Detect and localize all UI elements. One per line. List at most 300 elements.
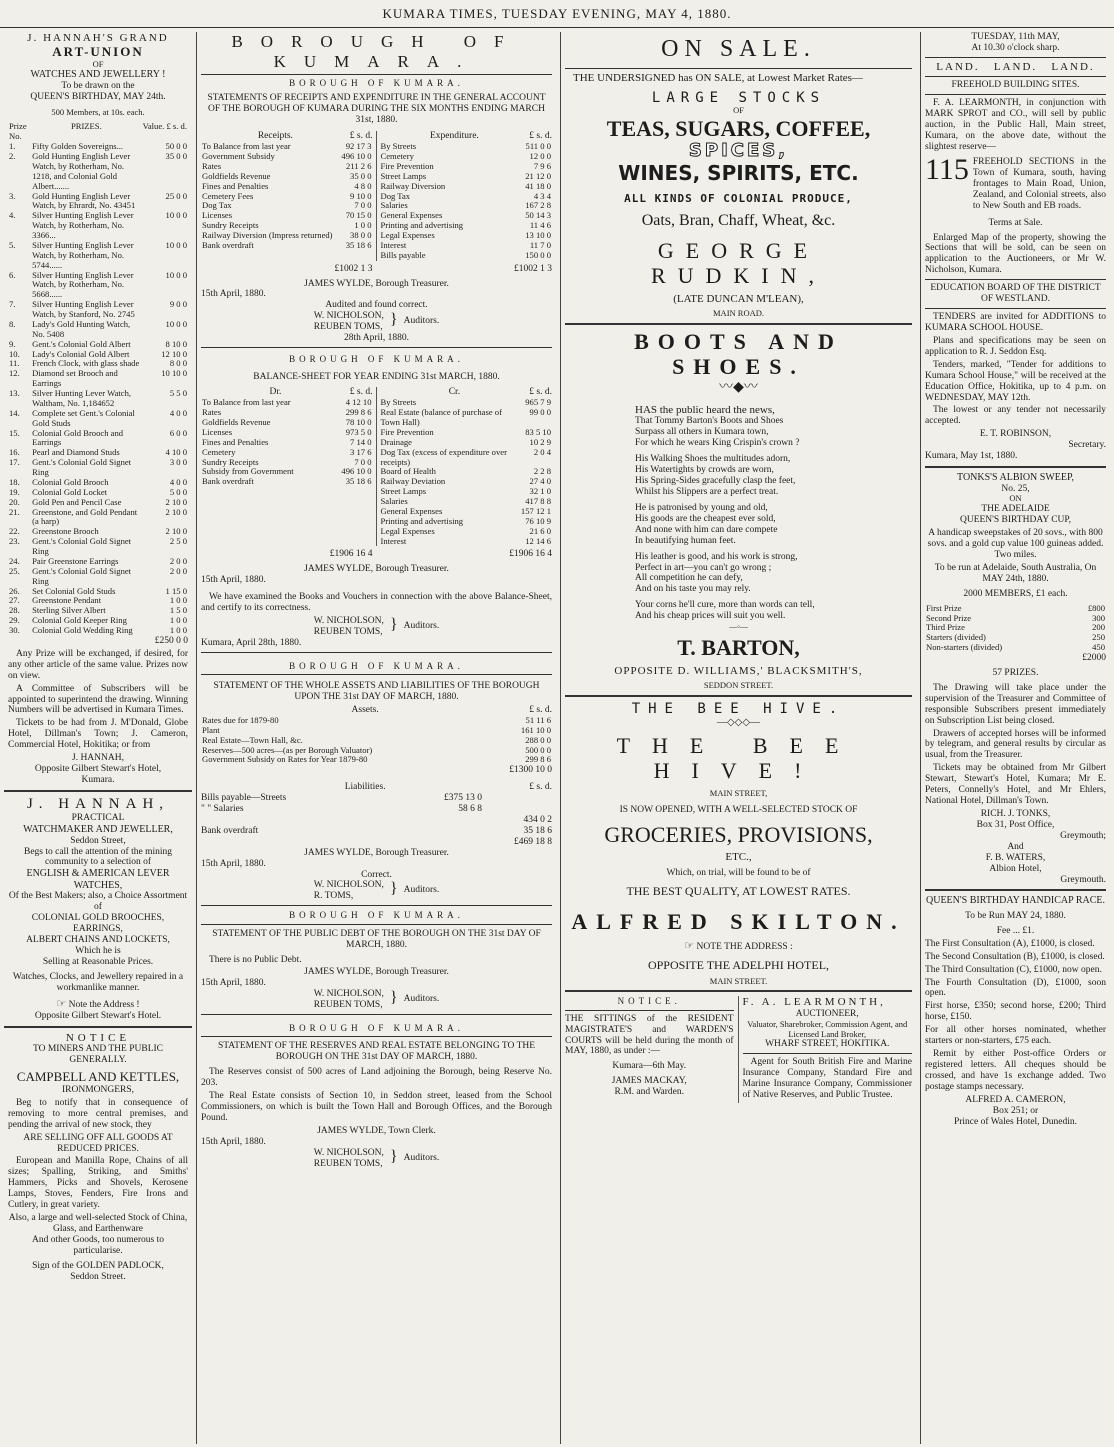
column-1 xyxy=(4,32,192,1444)
s2-cr-row-label: By Streets xyxy=(380,397,417,408)
column-2: BOROUGH OF KUMARA. BOROUGH OF KUMARA. STATEMENTS OF RECEIPTS AND EXPENDITURE IN THE GENERAL ACCOUNT OF THE BOROUGH OF KUMARA DURING THE SIX MONTHS ENDING MARCH 31st, 1880. Receipts. £ s. d. To Balance from last year 92 17 3 Government Subsidy 496 10 0 Rates 211 2 6 Goldfields Revenue 35 0 0 Fines and Penalties 4 8 0 Cemetery Fees 9 10 0 Dog Tax 7 0 0 Licenses 70 15 0 Sundry Receipts 1 0 0 Railway Diversion (Impress returned) 38 0 0 Bank overdraft 35 18 6 Expenditure. £ s. d. By Streets 511 0 0 Cemetery 12 0 0 Fire Prevention 7 9 6 Street Lamps 21 12 0 Railway Diversion 41 18 0 Dog Tax 4 3 4 Salaries 167 2 8 General Expenses 50 14 3 Printing and advertising 11 4 6 Legal Expenses 13 10 0 Interest 11 7 0 Bills payable 150 0 0 £1002 1 3 £1002 1 3 JAMES WYLDE, Borough Treasurer. 15th April, 1880. Audited and found correct. W. NICHOLSON, REUBEN TOMS, } Auditors. 28th April, 1880. BOROUGH OF KUMARA. BALANCE-SHEET FOR YEAR ENDING 31st MARCH, 1880. Dr. £ s. d. To Balance from last year 4 12 10 Rates 299 8 6 Goldfields Revenue 78 10 0 Licenses 973 5 0 Fines and Penalties 7 14 0 Cemetery 3 17 6 Sundry Receipts 7 0 0 Subsidy from Government 496 10 0 Bank overdraft 35 18 6 Cr. £ s. d. By Streets 965 7 9 Real Estate (balance of purchase of Town Hall) 99 0 0 Fire Prevention 83 5 10 Drainage 10 2 9 Dog Tax (excess of expenditure over receipts) 2 0 4 Board of Health 2 2 8 Railway Deviation 27 4 0 Street Lamps 32 1 0 Salaries 417 8 8 General Expenses 157 12 1 Printing and advertising 76 10 9 Legal Expenses 21 6 0 Interest 12 14 6 £1906 16 4 £1906 16 4 JAMES WYLDE, Borough Treasurer. 15th April, 1880. We have examined the Books and Vouchers in connection with the above Balance-Sheet, and certify to its correctness. W. NICHOLSON, REUBEN TOMS, } Auditors. Kumara, April 28th, 1880. BOROUGH OF KUMARA. STATEMENT OF THE WHOLE ASSETS AND LIABILITIES OF THE BOROUGH UPON THE 31st DAY OF MARCH, 1880. Assets. £ s. d. Rates due for 1879-80 51 11 6 Plant 161 10 0 Real Estate—Town Hall, &c. 288 0 0 Reserves—500 acres—(as per Borough Valuator) 500 0 0 Government Subsidy on Rates for Year 1879-80 299 8 6 £1300 10 0 Liabilities. £ s. d. Bills payable—Streets £375 13 0 " " Salaries 58 6 8 434 0 2 Bank overdraft 35 18 6 £469 18 8 JAMES WYLDE, Borough Treasurer. 15th April, 1880. Correct. W. NICHOLSON, R. TOMS, } Auditors. BOROUGH OF KUMARA. STATEMENT OF THE PUBLIC DEBT OF THE BOROUGH ON THE 31st DAY OF MARCH, 1880. There is no Public Debt. JAMES WYLDE, Borough Treasurer. 15th April, 1880. W. NICHOLSON, REUBEN TOMS, } Auditors. BOROUGH OF KUMARA. STATEMENT OF THE RESERVES AND REAL ESTATE BELONGING TO THE BOROUGH ON THE 31st DAY OF MARCH, 1880. The Reserves consist of 500 acres of Land adjoining the Borough, being Reserve No. 203. The Real Estate consists of Section 10, in Seddon street, leased from the School Commissioners, on which is built the Town Hall and Borough Offices, and the Borough Pound. JAMES WYLDE, Town Clerk. 15th April, 1880. W. NICHOLSON, REUBEN TOMS, } Auditors. xyxy=(196,32,556,1444)
s2-dr-row-label: Rates xyxy=(202,407,222,418)
prize-value: 2 10 0 xyxy=(165,496,187,507)
s3-asset-row-amount: 288 0 0 xyxy=(525,734,551,745)
poem-line: And his cheap prices will suit you well. xyxy=(635,611,786,622)
auction-p2: FREEHOLD SECTIONS in the Town of Kumara, south, having frontages to Main Road, Union, Zealand, and Colonial streets, also to New South and EB roads. xyxy=(972,157,1106,211)
s1-expend-row-label: Salaries xyxy=(380,200,408,211)
s1-expend-row-label: Dog Tax xyxy=(380,190,411,201)
poem-line: His goods are the cheapest ever sold, xyxy=(635,513,776,524)
auction-p1: F. A. LEARMONTH, in conjunction with MARK SPROT and CO., will sell by public auction, in the Public Hall, Main street, Kumara, on the above date, without the slightest reserve— xyxy=(925,98,1106,153)
s1-total-l: £1002 1 3 xyxy=(334,263,373,274)
prize-row xyxy=(8,192,188,212)
prize-no: 12. xyxy=(9,368,20,379)
art-union-title: ART-UNION xyxy=(52,43,144,59)
s3-head: STATEMENT OF THE WHOLE ASSETS AND LIABILITIES OF THE BOROUGH UPON THE 31st DAY OF MARCH, 1880. xyxy=(213,681,540,703)
s2-cr-row-label: Dog Tax (excess of expenditure over receipts) xyxy=(380,446,507,467)
hannah-t13: Opposite Gilbert Stewart's Hotel. xyxy=(34,1010,162,1021)
poem-line: Surpass all others in Kumara town, xyxy=(635,427,769,438)
s2-dr-row-label: Bank overdraft xyxy=(202,476,254,487)
prize-row xyxy=(8,241,188,271)
prize-value: 4 0 0 xyxy=(169,476,187,487)
prize-row xyxy=(8,508,188,528)
prize-no: 14. xyxy=(9,407,20,418)
poem-line: His Walking Shoes the multitudes adorn, xyxy=(635,454,791,465)
prize-desc: Silver Hunting English Lever Watch, by Rotherham, No. 3366... xyxy=(32,210,134,241)
prize-value: 2 10 0 xyxy=(165,526,187,537)
prize-row xyxy=(8,389,188,409)
s5-p1: The Reserves consist of 500 acres of Land adjoining the Borough, being Reserve No. 203. xyxy=(201,1067,552,1089)
prize-value: 4 10 0 xyxy=(165,447,187,458)
s1-expend-row-amount: 7 9 6 xyxy=(533,160,551,171)
campbell-p2: ARE SELLING OFF ALL GOODS AT REDUCED PRICES. xyxy=(23,1132,173,1154)
barton-opp: OPPOSITE D. WILLIAMS,' BLACKSMITH'S, xyxy=(614,664,863,677)
s3-asset-row xyxy=(201,716,552,726)
s1-receipt-row-label: Goldfields Revenue xyxy=(202,170,271,181)
hannah-t11: Watches, Clocks, and Jewellery repaired in a workmanlike manner. xyxy=(12,971,184,993)
court-notice-p: THE SITTINGS of the RESIDENT MAGISTRATE'S and WARDEN'S COURTS will be held during the month of MAY, 1880, as under :— xyxy=(565,1013,734,1057)
prize-desc: Colonial Gold Locket xyxy=(32,486,108,497)
s1-expend-row-label: Railway Diversion xyxy=(380,180,446,191)
s4-sub: BOROUGH OF KUMARA. xyxy=(289,910,464,921)
column-4 xyxy=(920,32,1110,1444)
spices-line: SPICES, xyxy=(688,140,789,162)
prize-no: 22. xyxy=(9,526,20,537)
s1-expend-row-label: Legal Expenses xyxy=(380,230,435,240)
edu-s1: E. T. ROBINSON, xyxy=(979,429,1052,440)
hannah-t10: Selling at Reasonable Prices. xyxy=(42,956,154,967)
s2-money-r: £ s. d. xyxy=(529,387,552,398)
rudkin-name: GEORGE RUDKIN, xyxy=(650,238,827,289)
ornament-beehive-icon: —◇◇◇— xyxy=(716,717,761,729)
tonks-prize-row-amount: £800 xyxy=(1087,602,1105,613)
queens-c6: For all other horses nominated, whether starters or non-starters, £75 each. xyxy=(925,1025,1106,1047)
prize-desc: Greenstone Pendant xyxy=(32,595,102,606)
tonks-p4: Drawers of accepted horses will be informed by telegram, and general results by circular as usual, from the Treasurer. xyxy=(925,728,1106,761)
tonks-prize-row-label: First Prize xyxy=(926,602,962,613)
campbell-h2: TO MINERS AND THE PUBLIC GENERALLY. xyxy=(32,1044,164,1066)
s3-l2: " " Salaries xyxy=(201,804,244,815)
value-header: Value. £ s. d. xyxy=(142,121,187,132)
s5-sub: BOROUGH OF KUMARA. xyxy=(289,1023,464,1034)
tonks-prize-row-amount: 200 xyxy=(1092,622,1105,633)
s2-dr-row-label: To Balance from last year xyxy=(202,397,291,408)
s4-date: 15th April, 1880. xyxy=(201,978,266,989)
s2-date: 15th April, 1880. xyxy=(201,575,266,586)
s2-dr-row-amount: 35 18 6 xyxy=(345,476,372,487)
s2-cr-row-label: General Expenses xyxy=(380,505,443,516)
prize-desc: French Clock, with glass shade xyxy=(32,358,140,369)
queens-run: To be Run MAY 24, 1880. xyxy=(965,910,1066,921)
lear-t4: WHARF STREET, HOKITIKA. xyxy=(765,1039,890,1050)
tonks-cup2: QUEEN'S BIRTHDAY CUP, xyxy=(959,515,1072,526)
s2-cr-row-amount: 965 7 9 xyxy=(525,397,551,408)
prize-row xyxy=(8,271,188,301)
tonks-no: No. 25, xyxy=(1001,483,1030,494)
campbell-p6: Sign of the GOLDEN PADLOCK, xyxy=(32,1260,164,1271)
s2-cr-row-label: Railway Deviation xyxy=(380,476,446,487)
queens-c2: The Second Consultation (B), £1000, is closed. xyxy=(925,951,1105,962)
prize-desc: Silver Hunting Lever Watch, Waltham, No. 1,184652 xyxy=(32,388,132,408)
s2-cr-row xyxy=(380,448,553,468)
prize-value: 2 0 0 xyxy=(169,565,187,576)
s2-dr-row-amount: 299 8 6 xyxy=(345,407,372,418)
prize-no: 6. xyxy=(9,269,16,280)
land-heading: LAND. LAND. LAND. xyxy=(936,60,1095,73)
beehive-etc: ETC., xyxy=(725,851,752,864)
prize-value: 4 0 0 xyxy=(169,407,187,418)
s1-receipt-row xyxy=(201,241,373,251)
s1-audited: Audited and found correct. xyxy=(325,300,428,311)
s1-expend-row-label: Bills payable xyxy=(380,249,426,260)
s1-expend-row-amount: 4 3 4 xyxy=(533,190,551,201)
s2-dr-row-label: Subsidy from Government xyxy=(202,466,294,477)
skilton-adelphi: OPPOSITE THE ADELPHI HOTEL, xyxy=(647,957,830,972)
queens-fee: Fee ... £1. xyxy=(996,925,1035,936)
hannah-t12: Note the Address ! xyxy=(68,999,140,1010)
prize-desc: Lady's Gold Hunting Watch, No. 5408 xyxy=(32,318,131,339)
art-union-members: 500 Members, at 10s. each. xyxy=(51,106,145,117)
tonks-prize-row-amount: 450 xyxy=(1092,642,1105,653)
bottom-ads xyxy=(565,996,912,1103)
s1-receipt-row-label: Rates xyxy=(202,160,222,171)
poem-line: All competition he can defy, xyxy=(635,573,743,584)
s3-l1v: £375 13 0 xyxy=(444,793,482,804)
s3-l4: Bank overdraft xyxy=(201,825,259,836)
queens-heading: QUEEN'S BIRTHDAY HANDICAP RACE. xyxy=(926,895,1105,907)
prize-no: 9. xyxy=(9,338,16,349)
tonks-prize-row-amount: 300 xyxy=(1092,612,1105,623)
s2-cr-row-label: Board of Health xyxy=(380,466,436,477)
s1-expend-row-amount: 511 0 0 xyxy=(525,141,551,152)
s1-auditor1: W. NICHOLSON, xyxy=(313,311,384,322)
auction-date: TUESDAY, 11th MAY, xyxy=(971,32,1060,42)
prize-desc: Gent.'s Colonial Gold Signet Ring xyxy=(32,536,132,557)
prize-desc: Colonial Gold Wedding Ring xyxy=(32,625,133,636)
learmonth-ad xyxy=(739,996,913,1103)
edu-p2: Plans and specifications may be seen on application to R. J. Seddon Esq. xyxy=(925,335,1106,357)
s4-p: There is no Public Debt. xyxy=(209,954,302,965)
s1-expend-row-label: General Expenses xyxy=(380,210,443,221)
s1-expend-row-amount: 13 10 0 xyxy=(525,230,551,240)
prize-value: 5 0 0 xyxy=(169,486,187,497)
prize-value: 10 0 0 xyxy=(165,318,187,329)
s3-liab-header: Liabilities. xyxy=(344,782,386,793)
tonks-cup1: THE ADELAIDE xyxy=(981,504,1050,515)
lear-t1: AUCTIONEER, xyxy=(795,1008,859,1019)
borough-title: BOROUGH OF KUMARA. xyxy=(231,32,522,71)
s1-receipts-header: Receipts. xyxy=(257,131,293,142)
beehive-heading: THE BEE HIVE. xyxy=(631,701,846,717)
prize-desc: Gold Pen and Pencil Case xyxy=(32,496,122,507)
s1-receipt-row-amount: 211 2 6 xyxy=(346,160,372,171)
prize-desc: Fifty Golden Sovereigns... xyxy=(32,141,124,152)
s1-receipt-row-amount: 38 0 0 xyxy=(350,230,372,240)
queens-c5: First horse, £350; second horse, £200; Third horse, £150. xyxy=(925,1001,1106,1023)
s3-l3v: 434 0 2 xyxy=(523,814,552,825)
pointing-hand-icon: ☞ xyxy=(56,997,67,1010)
s5-clerk: JAMES WYLDE, Town Clerk. xyxy=(317,1125,436,1136)
s1-money-r: £ s. d. xyxy=(529,131,552,142)
prize-value: 10 0 0 xyxy=(165,269,187,280)
s2-cr-header: Cr. xyxy=(448,387,461,398)
s1-expend-row-label: Street Lamps xyxy=(380,170,427,181)
prize-no: 24. xyxy=(9,555,20,566)
s1-expend-row-amount: 11 7 0 xyxy=(529,239,551,250)
on-sale-title: ON SALE. xyxy=(661,36,816,62)
prize-no: 26. xyxy=(9,585,20,596)
s1-receipt-row-label: Government Subsidy xyxy=(202,151,275,161)
prize-value: 10 0 0 xyxy=(165,239,187,250)
s2-cr-row-amount: 417 8 8 xyxy=(525,496,551,507)
s1-receipt-row-amount: 70 15 0 xyxy=(345,210,372,221)
edu-heading: EDUCATION BOARD OF THE DISTRICT OF WESTLAND. xyxy=(930,283,1101,305)
prize-value: 10 10 0 xyxy=(161,368,187,379)
prize-desc: Gold Hunting English Lever Watch, by Ehrardt, No. 43451 xyxy=(32,190,136,211)
campbell-p7: Seddon Street. xyxy=(70,1271,126,1282)
art-union-watches: WATCHES AND JEWELLERY ! xyxy=(30,69,166,81)
s2-cr-row-label: Street Lamps xyxy=(380,486,427,497)
prize-table xyxy=(8,122,188,636)
s2-auditors-label: Auditors. xyxy=(403,621,440,631)
s5-auditor1: W. NICHOLSON, xyxy=(313,1147,384,1158)
s2-dr-row xyxy=(201,477,373,487)
prize-value: 2 0 0 xyxy=(169,555,187,566)
s5-date: 15th April, 1880. xyxy=(201,1136,266,1147)
poem-line: His leather is good, and his work is strong, xyxy=(635,551,798,562)
poem-line: Your corns he'll cure, more than words can tell, xyxy=(635,600,815,611)
prize-value: 12 10 0 xyxy=(161,348,187,359)
colonial-produce: ALL KINDS OF COLONIAL PRODUCE, xyxy=(624,192,853,206)
poem-line: Perfect in art—you can't go wrong ; xyxy=(635,562,772,573)
s2-auditor1: W. NICHOLSON, xyxy=(313,616,384,626)
edu-p4: The lowest or any tender not necessarily accepted. xyxy=(925,405,1106,427)
prize-no: 19. xyxy=(9,486,20,497)
prize-no: 11. xyxy=(9,358,20,369)
tonks-on: ON xyxy=(1009,493,1022,504)
tonks-s3: Greymouth; xyxy=(1060,830,1106,841)
s1-accounts xyxy=(201,131,552,260)
s1-expend-row-amount: 11 4 6 xyxy=(529,220,551,231)
prize-row xyxy=(8,409,188,429)
s2-dr-row-amount: 3 17 6 xyxy=(350,446,372,457)
s1-total-r: £1002 1 3 xyxy=(514,263,552,274)
s3-asset-row-amount: 299 8 6 xyxy=(525,754,551,765)
prize-desc: Gent.'s Colonial Gold Signet Ring xyxy=(32,565,132,586)
s1-auditors-label: Auditors. xyxy=(403,316,440,327)
s1-auditor2: REUBEN TOMS, xyxy=(313,322,383,333)
beehive-opened: IS NOW OPENED, WITH A WELL-SELECTED STOCK OF xyxy=(619,804,858,815)
pointing-hand-icon: ☞ xyxy=(684,939,695,952)
s2-cr-row-amount: 10 2 9 xyxy=(529,436,551,447)
art-union-sig3: Kumara. xyxy=(81,775,115,786)
prize-desc: Pair Greenstone Earrings xyxy=(32,555,119,566)
s1-receipt-row-label: Railway Diversion (Impress returned) xyxy=(202,230,333,240)
s4-auditor2: REUBEN TOMS, xyxy=(313,1000,383,1011)
s2-dr-header: Dr. xyxy=(269,387,282,398)
campbell-p1: Beg to notify that in consequence of removing to more central premises, and pending the arrival of new stock, they xyxy=(8,1097,188,1130)
tonks-and: And xyxy=(1007,841,1024,852)
prize-row xyxy=(8,537,188,557)
s1-audit-date: 28th April, 1880. xyxy=(344,333,409,344)
court-notice-date: Kumara—6th May. xyxy=(612,1061,687,1072)
prize-value: 9 0 0 xyxy=(169,299,187,310)
s3-money: £ s. d. xyxy=(529,704,552,715)
s3-l2v: 58 6 8 xyxy=(458,804,482,815)
s1-date: 15th April, 1880. xyxy=(201,289,266,300)
s2-money-l: £ s. d. xyxy=(349,387,373,398)
prize-total: £250 0 0 xyxy=(154,635,188,646)
tonks-p3: The Drawing will take place under the supervision of the Treasurer and Committee of responsible Subscribers present immediately on Subscription List being closed. xyxy=(925,682,1106,726)
s1-receipt-row-amount: 496 10 0 xyxy=(341,151,372,161)
s2-cr-row xyxy=(380,537,553,547)
tonks-total: £2000 xyxy=(1082,653,1106,663)
s4-head: STATEMENT OF THE PUBLIC DEBT OF THE BOROUGH ON THE 31st DAY OF MARCH, 1880. xyxy=(212,928,541,950)
groceries-line: GROCERIES, PROVISIONS, xyxy=(604,821,873,847)
s3-l4v: 35 18 6 xyxy=(523,825,552,836)
barton-name: T. BARTON, xyxy=(677,635,800,661)
prize-no: 20. xyxy=(9,496,20,507)
prize-no: 2. xyxy=(9,151,16,162)
s1-receipt-row-amount: 9 10 0 xyxy=(350,190,372,201)
prize-row xyxy=(8,152,188,192)
s3-l1: Bills payable—Streets xyxy=(201,793,287,804)
s2-dr-row-amount: 496 10 0 xyxy=(341,466,372,477)
s3-asset-row-label: Government Subsidy on Rates for Year 1879-80 xyxy=(202,754,368,765)
art-union-date: QUEEN'S BIRTHDAY, MAY 24th. xyxy=(30,91,166,102)
s1-money-l: £ s. d. xyxy=(349,131,373,142)
prize-no: 25. xyxy=(9,565,20,576)
lear-t3: Licensed Land Broker, xyxy=(788,1028,867,1039)
prize-desc: Complete set Gent.'s Colonial Gold Studs xyxy=(32,407,135,428)
campbell-p4: Also, a large and well-selected Stock of China, Glass, and Earthenware xyxy=(8,1213,188,1234)
beehive-mainst: MAIN STREET, xyxy=(709,788,768,799)
s2-cr-row-amount: 83 5 10 xyxy=(525,426,551,437)
s3-asset-row-label: Plant xyxy=(202,724,220,735)
s2-dr-row-amount: 973 5 0 xyxy=(345,426,372,437)
s1-receipt-row-label: To Balance from last year xyxy=(202,141,291,152)
s3-asset-row xyxy=(201,755,552,765)
s2-dr-row-label: Goldfields Revenue xyxy=(202,417,271,428)
art-union-line1: J. HANNAH'S GRAND xyxy=(27,32,169,44)
s3-asset-row-amount: 500 0 0 xyxy=(525,744,551,755)
s2-dr-row-amount: 7 0 0 xyxy=(354,456,372,467)
s5-p2: The Real Estate consists of Section 10, in Seddon street, leased from the School Commissioners, on which is built the Town Hall and Borough Offices, and the Borough Pound. xyxy=(201,1091,552,1123)
art-union-p3: Tickets to be had from J. M'Donald, Globe Hotel, Dillman's Town; J. Cameron, Commercial Hotel, Hokitika; or from xyxy=(8,718,188,751)
prize-no: 30. xyxy=(9,625,20,636)
s2-treasurer: JAMES WYLDE, Borough Treasurer. xyxy=(304,564,449,575)
s2-cr-row-label: Fire Prevention xyxy=(380,426,434,437)
s1-expend-row-amount: 150 0 0 xyxy=(525,249,551,260)
tonks-prize-row-label: Second Prize xyxy=(926,612,972,623)
tonks-s4: F. B. WATERS, xyxy=(985,852,1046,863)
s2-cr-row-amount: 2 2 8 xyxy=(533,466,551,477)
s1-sub: BOROUGH OF KUMARA. xyxy=(289,78,464,89)
hannah-t4: Begs to call the attention of the mining community to a selection of xyxy=(23,846,172,868)
s3-assets-header: Assets. xyxy=(351,704,379,715)
poem-line: That Tommy Barton's Boots and Shoes xyxy=(635,416,784,427)
tonks-count: 57 PRIZES. xyxy=(992,667,1039,678)
prize-value: 2 10 0 xyxy=(165,506,187,517)
s2-accounts xyxy=(201,387,552,546)
campbell-name: CAMPBELL AND KETTLES, xyxy=(16,1069,180,1084)
beehive-best: THE BEST QUALITY, AT LOWEST RATES. xyxy=(626,883,851,898)
s1-receipt-row-amount: 4 8 0 xyxy=(354,180,372,191)
s2-examined: We have examined the Books and Vouchers in connection with the above Balance-Sheet, and certify to its correctness. xyxy=(201,592,552,614)
poem-line: And on his taste you may rely. xyxy=(635,584,751,595)
prize-row xyxy=(8,320,188,340)
campbell-p5: And other Goods, too numerous to particularise. xyxy=(32,1234,164,1256)
prize-value: 8 10 0 xyxy=(165,338,187,349)
s1-expend-row-label: Interest xyxy=(380,239,407,250)
prize-desc: Gold Hunting English Lever Watch, by Rotherham, No. 1218, and Colonial Gold Albert....... xyxy=(32,151,131,191)
court-notice xyxy=(565,996,739,1103)
s2-dr-row-label: Licenses xyxy=(202,426,233,437)
s1-expend-row-label: Cemetery xyxy=(380,151,414,161)
ornament-small-icon: —◦— xyxy=(729,622,748,632)
prize-desc: Silver Hunting English Lever Watch, by Rotherham, No. 5668...... xyxy=(32,269,134,300)
s2-cr-row-amount: 27 4 0 xyxy=(529,476,551,487)
prize-value: 1 0 0 xyxy=(169,595,187,606)
prize-desc: Colonial Gold Brooch xyxy=(32,476,109,487)
poem-line: He is patronised by young and old, xyxy=(635,502,768,513)
s1-expend-row xyxy=(380,251,553,261)
lear-t2: Valuator, Sharebroker, Commission Agent, and xyxy=(747,1018,908,1029)
rudkin-main: MAIN ROAD. xyxy=(713,308,764,319)
lear-t5: Agent for South British Fire and Marine Insurance Company, Standard Fire and Marine Insurance Company, Commissioner of Native Reserves, and Public Trustee. xyxy=(742,1057,912,1101)
s2-dr-row-label: Cemetery xyxy=(202,446,236,457)
s2-cr-row-amount: 32 1 0 xyxy=(529,486,551,497)
campbell-notice: NOTICE xyxy=(65,1031,131,1044)
art-union-drawn: To be drawn on the xyxy=(61,80,135,91)
wines-line: WINES, SPIRITS, ETC. xyxy=(618,161,859,186)
s1-receipt-row-label: Dog Tax xyxy=(202,200,232,211)
s3-auditors-label: Auditors. xyxy=(403,885,440,896)
s2-cr-row-amount: 76 10 9 xyxy=(525,515,551,526)
tonks-s1: RICH. J. TONKS, xyxy=(980,808,1051,819)
beehive-title: THE BEE HIVE! xyxy=(616,732,861,783)
s1-expend-row-label: Fire Prevention xyxy=(380,160,434,171)
tonks-prize-row-label: Starters (divided) xyxy=(926,632,986,643)
poem-line: HAS the public heard the news, xyxy=(635,403,775,416)
s5-auditor2: REUBEN TOMS, xyxy=(313,1158,383,1169)
queens-s1: ALFRED A. CAMERON, xyxy=(965,1094,1066,1105)
prize-desc: Silver Hunting English Lever Watch, by Rotherham, No. 5744...... xyxy=(32,239,134,270)
prize-desc: Sterling Silver Albert xyxy=(32,605,106,616)
prize-row xyxy=(8,300,188,320)
s1-head: STATEMENTS OF RECEIPTS AND EXPENDITURE IN THE GENERAL ACCOUNT OF THE BOROUGH OF KUMARA DURING THE SIX MONTHS ENDING MARCH 31st, 1880. xyxy=(207,93,546,126)
sections-count: 115 xyxy=(925,153,969,187)
queens-c3: The Third Consultation (C), £1000, now open. xyxy=(925,964,1102,975)
s3-asset-row-label: Reserves—500 acres—(as per Borough Valuator) xyxy=(202,744,373,755)
s2-head: BALANCE-SHEET FOR YEAR ENDING 31st MARCH, 1880. xyxy=(253,372,500,383)
queens-s3: Prince of Wales Hotel, Dunedin. xyxy=(953,1116,1078,1127)
lear-name: F. A. LEARMONTH, xyxy=(742,996,886,1009)
poem-line: His Watertights by crowds are worn, xyxy=(635,465,774,476)
prize-desc: Colonial Gold Brooch and Earrings xyxy=(32,427,124,448)
prize-header: PRIZES. xyxy=(70,121,102,132)
campbell-ad xyxy=(4,1032,192,1283)
prize-value: 25 0 0 xyxy=(165,190,187,201)
prize-value: 1 15 0 xyxy=(165,585,187,596)
s3-liab-total: £469 18 8 xyxy=(514,836,552,847)
prize-desc: Silver Hunting English Lever Watch, by Stanford, No. 2745 xyxy=(32,299,135,320)
beehive-which: Which, on trial, will be found to be of xyxy=(666,867,811,878)
s2-total-l: £1906 16 4 xyxy=(329,549,373,560)
prize-value: 50 0 0 xyxy=(165,141,187,152)
edu-s2: Secretary. xyxy=(1068,440,1106,451)
prize-no: 16. xyxy=(9,447,20,458)
